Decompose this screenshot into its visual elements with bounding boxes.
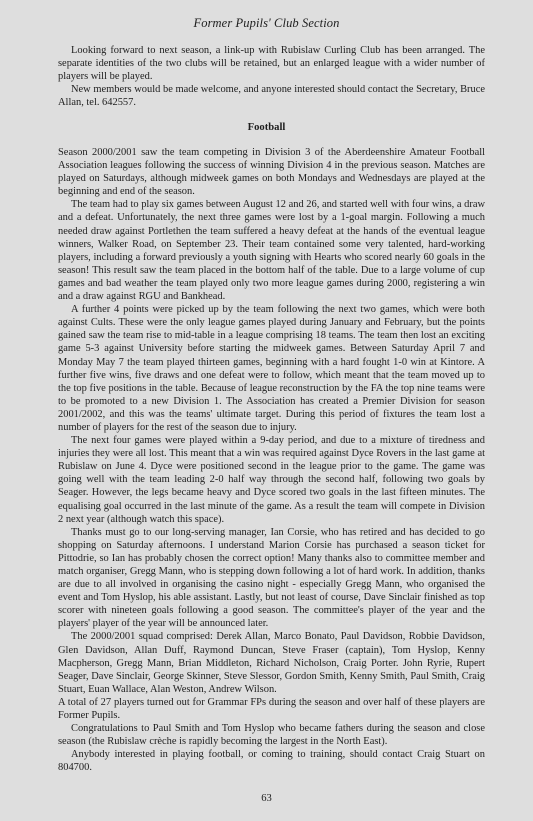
paragraph: The team had to play six games between August 12 and 26, and started well with four wins, a draw and a defeat. Unfortunately, the next three games were lost by a 1-goal margin. Following a much needed draw against Portlethen the team suffered a heavy defeat at the hands of the eventual league winners, Walker Road, on September 23. Their team contained some very talented, hard-working players, including a forward previously a youth signing with Hearts who scored nearly 60 goals in the season! This result saw the team placed in the bottom half of the table. Due to a large volume of cup games and bad weather the team played only two more league games during 2000, registering a win and a draw against RGU and Bankhead. [58, 199, 485, 303]
paragraph: The next four games were played within a 9-day period, and due to a mixture of tiredness and injuries they were all lost. This meant that a win was required against Dyce Rovers in the last game at Rubislaw on June 4. Dyce were positioned second in the league prior to the game. The game was going well with the team leading 2-0 half way through the second half, following two goals by Seager. However, the legs became heavy and Dyce scored two goals in the last fifteen minutes. The equalising goal occurred in the last minute of the game. As a result the team will compete in Division 2 next year (although watch this space). [58, 435, 485, 525]
curling-section-text [58, 44, 485, 109]
paragraph: A total of 27 players turned out for Grammar FPs during the season and over half of these players are Former Pupils. [58, 696, 485, 722]
paragraph: The 2000/2001 squad comprised: Derek Allan, Marco Bonato, Paul Davidson, Robbie Davidson, Glen Davidson, Allan Duff, Raymond Duncan, Steve Fraser (captain), Tom Hyslop, Kenny Macpherson, Gregg Mann, Brian Middleton, Richard Nicholson, Craig Porter. John Ryrie, Rupert Seager, Dave Sinclair, George Skinner, Steve Slessor, Gordon Smith, Kenny Smith, Paul Smith, Craig Stuart, Euan Wallace, Alan Weston, Andrew Wilson. [58, 631, 485, 695]
section-heading-football: Football [247, 122, 286, 133]
paragraph: A further 4 points were picked up by the team following the next two games, which were both against Cults. These were the only league games played during January and February, but the points gained saw the team rise to mid-table in a league comprising 18 teams. The team then lost an exciting game 5-3 against University before starting the midweek games. Between Saturday April 7 and Monday May 7 the team played thirteen games, beginning with a hard fought 1-0 win at Kintore. A further five wins, five draws and one defeat were to follow, which meant that the team moved up to the top five positions in the table. Because of league reconstruction by the FA the top nine teams were to be promoted to a new Division 1. The Association has created a Premier Division for season 2001/2002, and this was the teams' ultimate target. During this period of fixtures the team lost a number of players for the rest of the season due to injury. [58, 304, 485, 433]
paragraph: Congratulations to Paul Smith and Tom Hyslop who became fathers during the season and close season (the Rubislaw crèche is rapidly becoming the largest in the North East). [58, 723, 485, 748]
paragraph: Season 2000/2001 saw the team competing in Division 3 of the Aberdeenshire Amateur Football Association leagues following the success of winning Division 4 in the previous season. Matches are played on Saturdays, although midweek games on both Mondays and Wednesdays are played at the beginning and end of the season. [58, 147, 485, 198]
page-number: 63 [261, 793, 272, 804]
football-section-text [58, 146, 485, 775]
paragraph: Anybody interested in playing football, or coming to training, should contact Craig Stuart on 804700. [58, 749, 485, 774]
paragraph: Thanks must go to our long-serving manager, Ian Corsie, who has retired and has decided to go shopping on Saturday afternoons. I understand Marion Corsie has purchased a season ticket for Pittodrie, so Ian has probably chosen the correct option! Many thanks also to committee member and match organiser, Gregg Mann, who is stepping down following a lot of hard work. In addition, thanks are due to all involved in organising the casino night - especially Gregg Mann, who organised the event and Tom Hyslop, his able assistant. Lastly, but not least of course, Dave Sinclair finished as top scorer with nineteen goals following a good season. The committee's player of the year and the players' player of the year will be announced later. [58, 526, 485, 630]
running-header: Former Pupils' Club Section [193, 16, 340, 30]
paragraph: New members would be made welcome, and anyone interested should contact the Secretary, Bruce Allan, tel. 642557. [58, 84, 485, 109]
paragraph: Looking forward to next season, a link-up with Rubislaw Curling Club has been arranged. The separate identities of the two clubs will be retained, but an enlarged league with a wider number of players will be played. [58, 45, 485, 83]
